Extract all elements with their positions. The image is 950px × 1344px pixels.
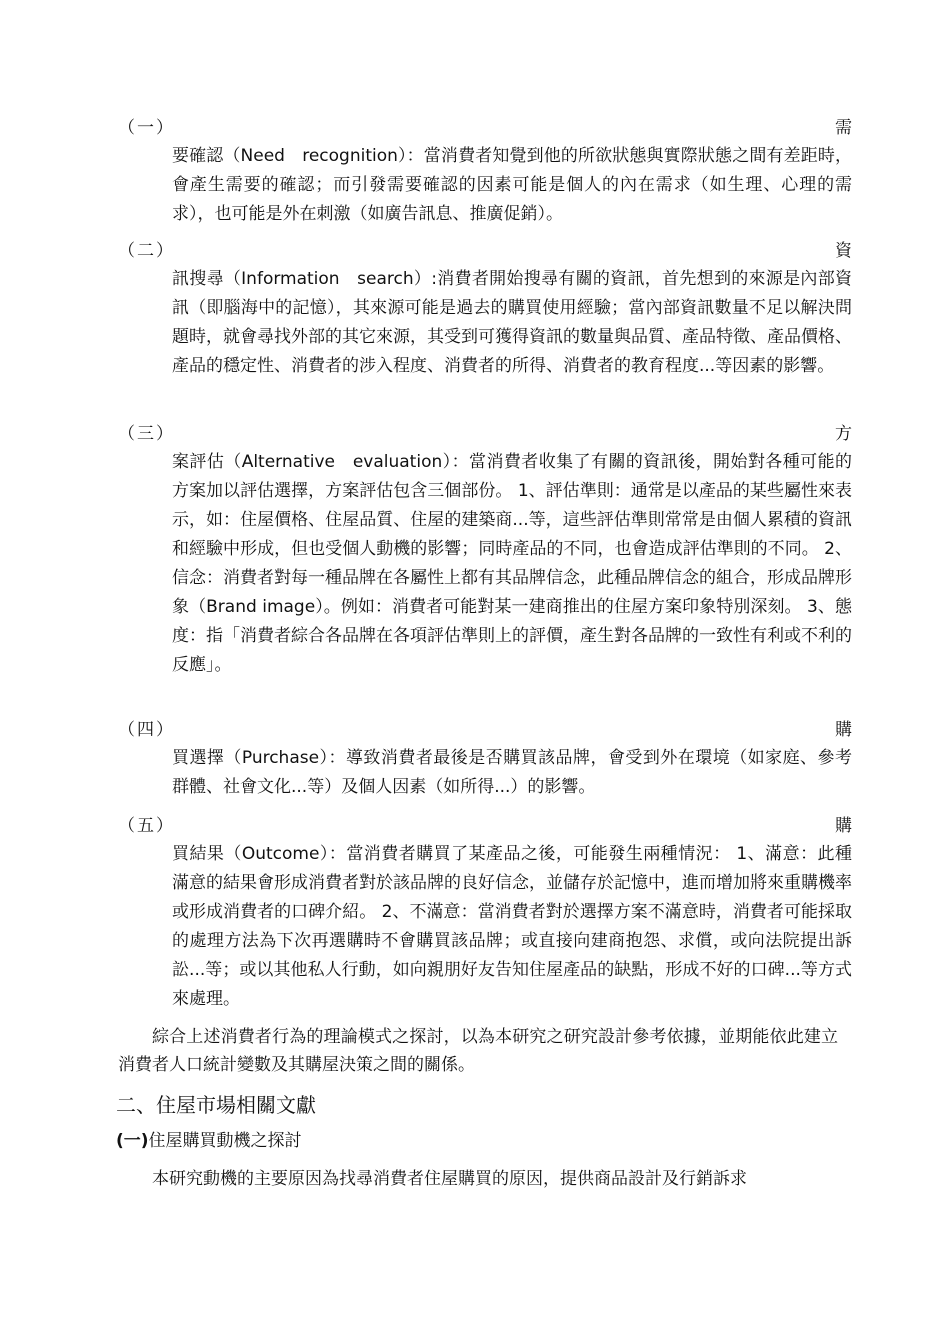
subsection-title: 住屋購買動機之探討 xyxy=(148,1131,302,1151)
item-body: 要確認（Need recognition）：當消費者知覺到他的所欲狀態與實際狀態之間有差距時，會產生需要的確認；而引發需要確認的因素可能是個人的內在需求（如生理、心理的需求），也可能是外在刺激（如廣告訊息、推廣促銷）。 xyxy=(172,146,852,224)
item-number: （五） xyxy=(118,816,175,836)
item-body: 買選擇（Purchase）：導致消費者最後是否購買該品牌，會受到外在環境（如家庭、參考群體、社會文化...等）及個人因素（如所得...）的影響。 xyxy=(172,748,852,797)
item-first-char: 購 xyxy=(835,720,852,740)
list-item-1 xyxy=(118,114,852,229)
item-body: 案評估（Alternative evaluation）：當消費者收集了有關的資訊後，開始對各種可能的方案加以評估選擇，方案評估包含三個部份。 1、評估準則：通常是以產品的某些屬性來表示，如：住屋價格、住屋品質、住屋的建築商...等，這些評估準則常常是由個人累積的資訊和經驗中形成，但也受個人動機的影響；同時產品的不同，也會造成評估準則的不同。 2、信念：消費者對每一種品牌在各屬性上都有其品牌信念，此種品牌信念的組合，形成品牌形象（Brand image）。例如：消費者可能對某一建商推出的住屋方案印象特別深刻。 3、態度：指「消費者綜合各品牌在各項評估準則上的評價，產生對各品牌的一致性有利或不利的反應」。 xyxy=(172,452,852,675)
item-body: 訊搜尋（Information search）:消費者開始搜尋有關的資訊，首先想到的來源是內部資訊（即腦海中的記憶），其來源可能是過去的購買使用經驗；當內部資訊數量不足以解決問題時，就會尋找外部的其它來源，其受到可獲得資訊的數量與品質、產品特徵、產品價格、產品的穩定性、消費者的涉入程度、消費者的所得、消費者的教育程度...等因素的影響。 xyxy=(172,269,852,376)
item-first-char: 資 xyxy=(835,241,852,261)
section-heading: 二、住屋市場相關文獻 xyxy=(116,1093,316,1117)
summary-paragraph: 綜合上述消費者行為的理論模式之探討，以為本研究之研究設計參考依據，並期能依此建立消費者人口統計變數及其購屋決策之間的關係。 xyxy=(118,1027,838,1075)
item-number: （四） xyxy=(118,720,175,740)
item-number: （一） xyxy=(118,118,175,138)
item-number: （二） xyxy=(118,241,175,261)
item-first-char: 購 xyxy=(835,816,852,836)
intro-paragraph: 本研究動機的主要原因為找尋消費者住屋購買的原因，提供商品設計及行銷訴求 xyxy=(152,1169,747,1189)
subsection-heading xyxy=(116,1128,302,1154)
list-item-2 xyxy=(118,237,852,381)
list-item-4 xyxy=(118,716,852,802)
list-item-5 xyxy=(118,812,852,1014)
list-item-3 xyxy=(118,420,852,680)
item-first-char: 方 xyxy=(835,424,852,444)
item-first-char: 需 xyxy=(835,118,852,138)
subsection-number: (一) xyxy=(116,1131,149,1151)
item-body: 買結果（Outcome）：當消費者購買了某產品之後，可能發生兩種情況： 1、滿意：此種滿意的結果會形成消費者對於該品牌的良好信念，並儲存於記憶中，進而增加將來重購機率或形成消費者的口碑介紹。 2、不滿意：當消費者對於選擇方案不滿意時，消費者可能採取的處理方法為下次再選購時不會購買該品牌；或直接向建商抱怨、求償，或向法院提出訴訟...等；或以其他私人行動，如向親朋好友告知住屋產品的缺點，形成不好的口碑...等方式來處理。 xyxy=(172,844,852,1009)
item-number: （三） xyxy=(118,424,175,444)
